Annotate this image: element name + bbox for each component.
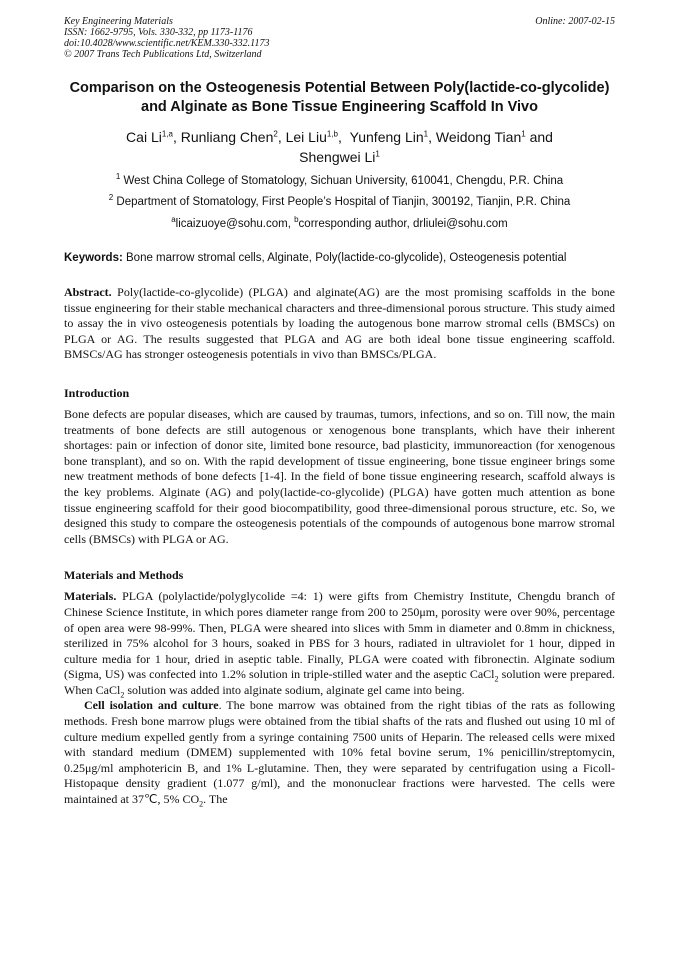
author-name: Yunfeng Lin [349,129,424,145]
cell-isolation-text: . The bone marrow was obtained from the right tibias of the rats as following methods. Fresh bone marrow plugs were obtained from the tibial shafts of the rats and flushed out using 10 ml of culture medium expelled gently from a syringe containing 7500 units of Heparin. The released cells were mixed with standard medium (DMEM) supplemented with 10% fetal bovine serum, 1% penicillin/streptomycin, 0.25μg/ml amphotericin B, and 1% L-glutamine. Then, they were separated by centrifugation using a Ficoll-Histopaque density gradient (1.077 g/ml), and the mononuclear fractions were harvested. The cells were maintained at 37℃, 5% CO [64,698,615,807]
author-name: Shengwei Li [299,149,376,165]
subscript: 2 [199,799,204,809]
journal-header [64,16,615,60]
cell-isolation-label: Cell isolation and culture [84,698,219,713]
cell-isolation-text: . The [203,792,228,807]
affiliation [64,174,615,188]
authors-and: and [529,129,553,145]
author-affiliation-mark: 1 [375,149,380,159]
subscript: 2 [494,674,499,684]
keywords-text: Bone marrow stromal cells, Alginate, Poly(lactide-co-glycolide), Osteogenesis potential [126,252,567,264]
abstract-text: Poly(lactide-co-glycolide) (PLGA) and alginate(AG) are the most promising scaffolds in the bone tissue engineering for their stable mechanical characters and three-dimensional porous structure. This study aimed to assay the in vivo osteogenesis potentials by loading the autogenous bone marrow stromal cells (BMSCs) on PLGA or AG. The results suggested that PLGA and AG are both ideal bone tissue engineering scaffold. BMSCs/AG has stronger osteogenesis potentials in vivo than BMSCs/PLGA. [64,285,616,362]
journal-issn: ISSN: 1662-9795, Vols. 330-332, pp 1173-1176 [64,27,253,38]
affiliation-mark: 1 [115,172,121,182]
abstract [64,285,615,363]
subscript: 2 [120,690,125,700]
section-heading-methods: Materials and Methods [64,568,184,583]
section-heading-introduction: Introduction [64,385,130,400]
materials-text: solution was added into alginate sodium, alginate gel came into being. [124,682,465,697]
journal-doi: doi:10.4028/www.scientific.net/KEM.330-332.1173 [64,38,270,49]
email-text: corresponding author, drliulei@sohu.com [298,218,508,230]
online-date: Online: 2007-02-15 [535,16,615,27]
author-name: Runliang Chen [180,129,274,145]
author-affiliation-mark: 1 [423,129,429,139]
author-affiliation-mark: 1,b [326,129,338,139]
materials-label: Materials. [64,589,117,604]
author-name: Lei Liu [285,129,327,145]
journal-copyright: © 2007 Trans Tech Publications Ltd, Switzerland [64,49,262,60]
paper-title: Comparison on the Osteogenesis Potential Between Poly(lactide-co-glycolide) and Alginate as Bone Tissue Engineering Scaffold In Vivo [69,80,610,115]
email-mark: b [294,215,299,225]
introduction-paragraph: Bone defects are popular diseases, which are caused by traumas, tumors, infections, and so on. Till now, the main treatments of bone defects are still autogenous or xenogenous bone transplants, which have their inherent shortages: pain or infection of donor site, limited bone resource, bad plasticity, immunoreaction (for xenogenous bone transplant), and so on. With the rapid development of tissue engineering, bone tissue engineer brings some new treatment methods of bone defects [1-4]. In the field of bone tissue engineering research, scaffold always is the key problems. Alginate (AG) and poly(lactide-co-glycolide) (PLGA) have gotten much attention as bone tissue engineering scaffold for their good biocompatibility, good three-dimensional porous structure, etc. So, we designed this study to compare the osteogenesis potentials of the compounds of autogenous bone marrow stromal cells (BMSCs) with PLGA or AG. [64,406,615,546]
affiliation-text: West China College of Stomatology, Sichuan University, 610041, Chengdu, P.R. China [123,175,564,187]
keywords-label: Keywords: [64,252,123,264]
author-affiliation-mark: 2 [273,129,278,139]
affiliation-mark: 2 [108,193,114,203]
journal-name: Key Engineering Materials [64,16,173,27]
email-text: licaizuoye@sohu.com, [175,218,295,230]
materials-paragraph [64,589,615,698]
paper-page [64,16,615,808]
author-name: Cai Li [126,129,162,145]
materials-text: solution were prepared. When CaCl [64,667,615,697]
affiliation [64,195,615,209]
author-list: Cai Li$^{1,a}$, Runliang Chen$^2$, Lei Liu$^{1,b}$, Yunfeng Lin$^1$, Weidong Tian$^1$ and Shengwei Li$^1$ [126,129,553,165]
author-affiliation-mark: 1,a [161,129,173,139]
author-emails [64,217,615,231]
email-mark: a [171,215,176,225]
author-affiliation-mark: 1 [521,129,526,139]
affiliation-text: Department of Stomatology, First People’s Hospital of Tianjin, 300192, Tianjin, P.R. China [116,196,571,208]
cell-isolation-paragraph [64,698,615,807]
materials-text: PLGA (polylactide/polyglycolide =4: 1) were gifts from Chemistry Institute, Chengdu branch of Chinese Science Institute, in which pores diameter range from 200 to 250μm, porosity were over 90%, percentage of open area were 98-99%. Then, PLGA were sheared into slices with 5mm in diameter and 0.8mm in chickness, sterilized in 75% alcohol for 3 hours, soaked in PBS for 3 hours, radiated in ultraviolet for 1 hour, dipped in culture media for 1 hour, dried in aseptic table. Finally, PLGA were coated with fibronectin. Alginate sodium (Sigma, US) was confected into 1.2% solution in triple-stilled water and the aseptic CaCl [64,589,615,682]
keywords [64,251,615,265]
abstract-label: Abstract. [64,285,112,299]
author-name: Weidong Tian [435,129,522,145]
